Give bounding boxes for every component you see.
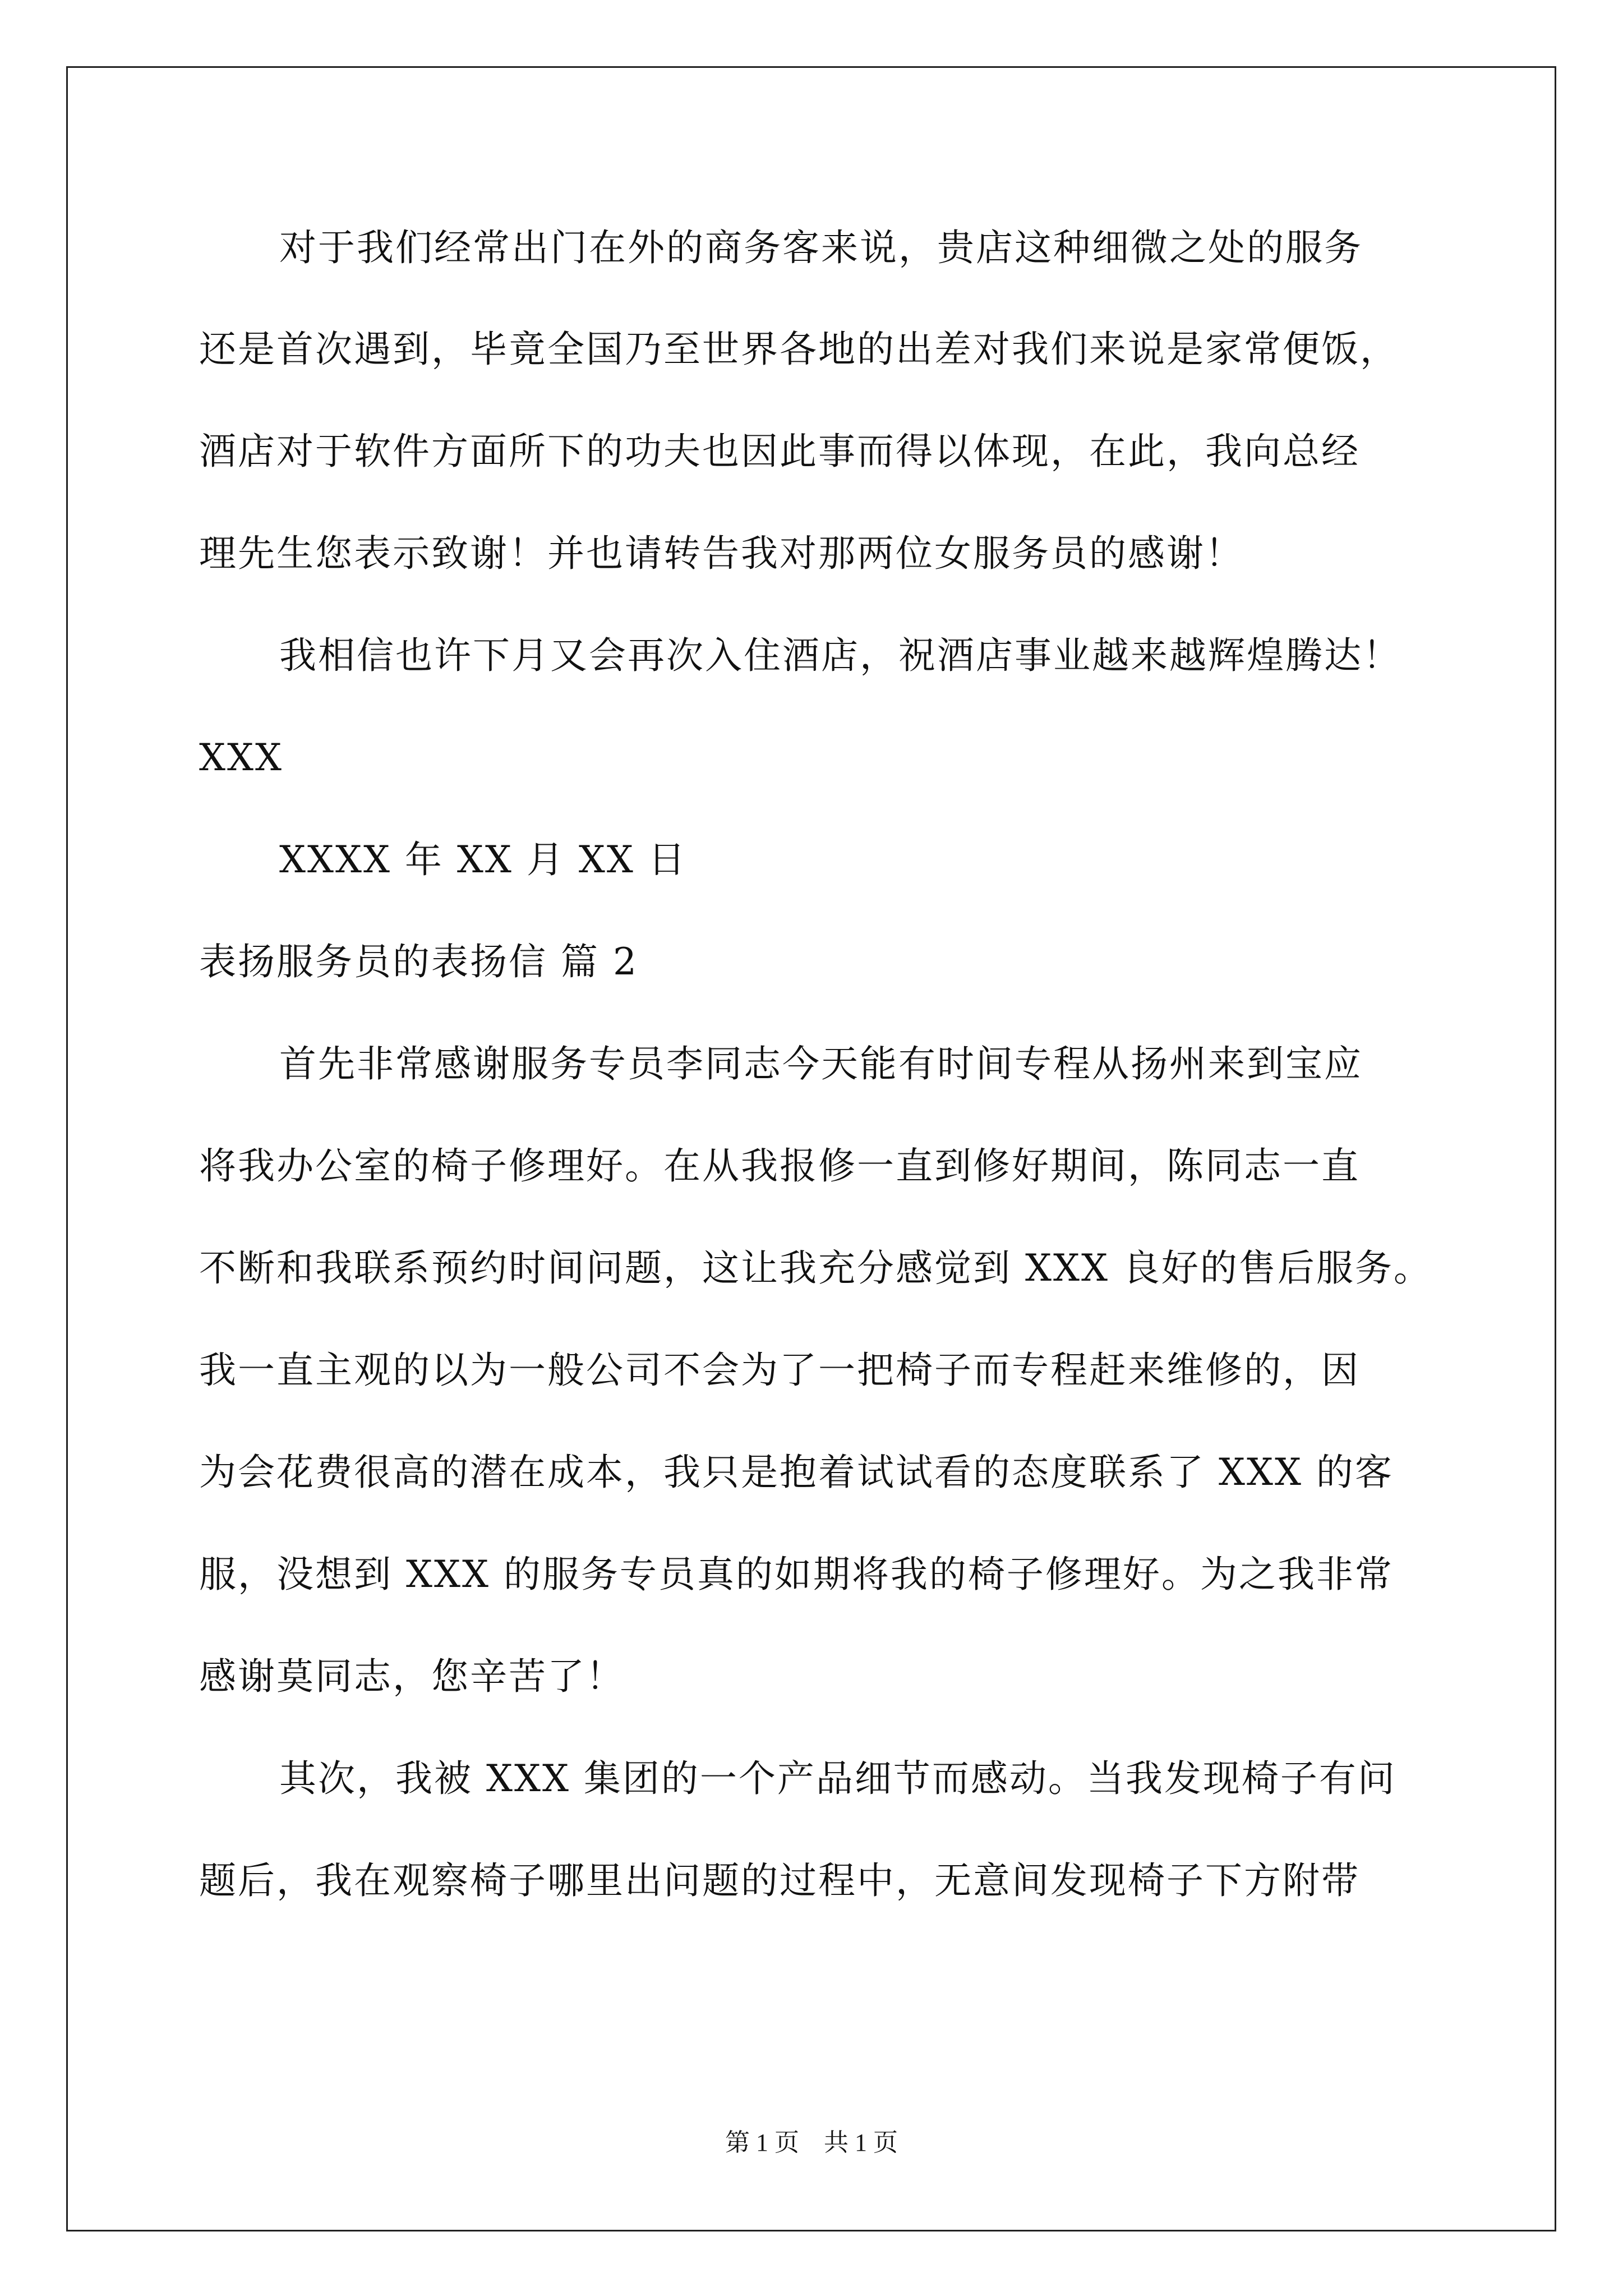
paragraph-line: 理先生您表示致谢！并也请转告我对那两位女服务员的感谢！ [199, 532, 1244, 575]
paragraph-line: 其次，我被 XXX 集团的一个产品细节而感动。当我发现椅子有问 [279, 1757, 1396, 1800]
paragraph-line: 将我办公室的椅子修理好。在从我报修一直到修好期间，陈同志一直 [199, 1144, 1360, 1188]
paragraph-line: 酒店对于软件方面所下的功夫也因此事而得以体现，在此，我向总经 [199, 430, 1360, 473]
paragraph-line: 感谢莫同志，您辛苦了！ [199, 1655, 625, 1698]
paragraph-line: 对于我们经常出门在外的商务客来说，贵店这种细微之处的服务 [279, 226, 1363, 269]
signature-name: XXX [199, 736, 283, 779]
section-heading: 表扬服务员的表扬信 篇 2 [199, 940, 638, 983]
paragraph-line: 我相信也许下月又会再次入住酒店，祝酒店事业越来越辉煌腾达！ [279, 634, 1401, 677]
paragraph-line: 我一直主观的以为一般公司不会为了一把椅子而专程赶来维修的，因 [199, 1349, 1360, 1392]
signature-date: XXXX 年 XX 月 XX 日 [279, 838, 687, 881]
page-footer: 第 1 页 共 1 页 [725, 2129, 898, 2156]
paragraph-line: 首先非常感谢服务专员李同志今天能有时间专程从扬州来到宝应 [279, 1042, 1363, 1085]
paragraph-line: 为会花费很高的潜在成本，我只是抱着试试看的态度联系了 XXX 的客 [199, 1451, 1394, 1494]
paragraph-line: 题后，我在观察椅子哪里出问题的过程中，无意间发现椅子下方附带 [199, 1859, 1360, 1902]
paragraph-line: 服，没想到 XXX 的服务专员真的如期将我的椅子修理好。为之我非常 [199, 1553, 1394, 1596]
paragraph-line: 不断和我联系预约时间问题，这让我充分感觉到 XXX 良好的售后服务。 [199, 1246, 1432, 1290]
paragraph-line: 还是首次遇到，毕竟全国乃至世界各地的出差对我们来说是家常便饭， [199, 328, 1399, 371]
